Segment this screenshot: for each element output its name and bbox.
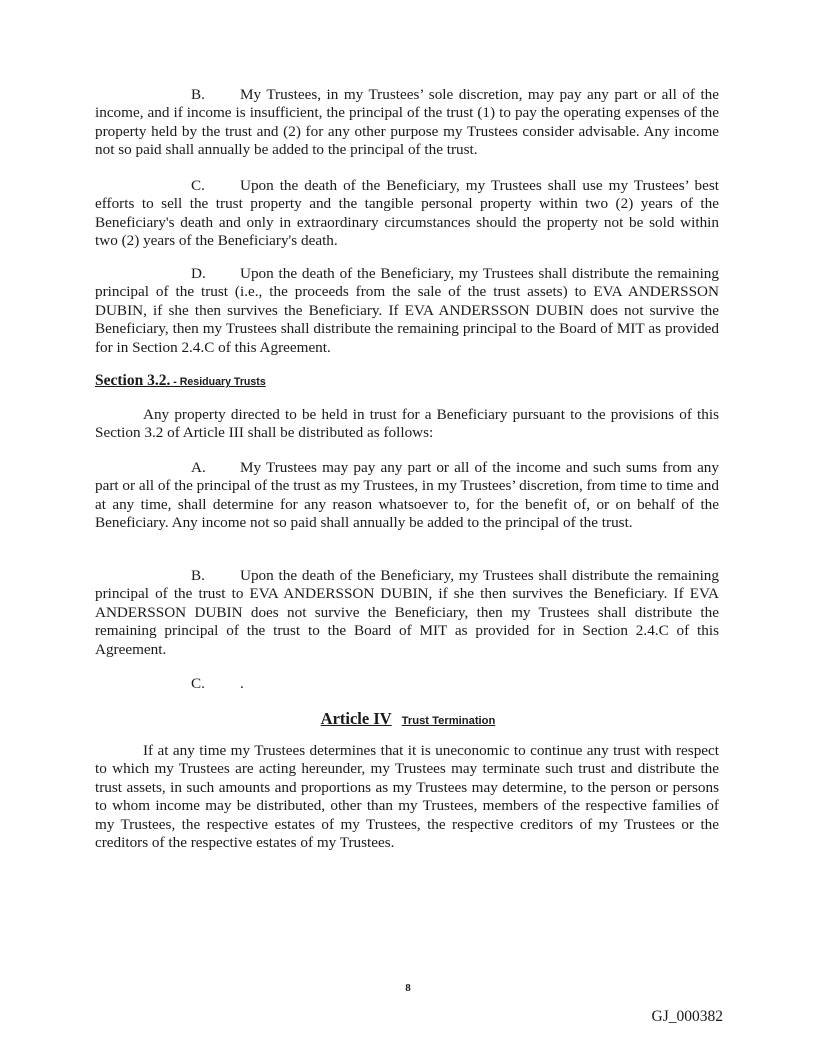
paragraph-text: Upon the death of the Beneficiary, my Trustees shall use my Trustees’ best efforts to sell the trust property and the tangible personal property within two (2) years of the Beneficiary's death and only in extraordinary circumstances should the property not be sold within two (2) years of the Beneficiary's death. [95,177,719,250]
section-number: Section 3.2. [95,372,171,389]
paragraph-text: My Trustees, in my Trustees’ sole discretion, may pay any part or all of the income, and if income is insufficient, the principal of the trust (1) to pay the operating expenses of the property held by the trust and (2) for any other purpose my Trustees consider advisable. Any income not so paid shall annually be added to the principal of the trust. [95,86,719,159]
bates-number: GJ_000382 [651,1008,723,1025]
section-heading [95,372,266,390]
paragraph-text: . [240,675,244,692]
paragraph-3-1-c [95,177,719,251]
article-paragraph: If at any time my Trustees determines that it is uneconomic to continue any trust with respect to which my Trustees are acting hereunder, my Trustees may terminate such trust and distribute the trust assets, in such amounts and proportions as my Trustees may determine, to the person or persons to whom income may be distributed, other than my Trustees, members of the respective families of my Trustees, the respective estates of my Trustees, the respective creditors of my Trustees or the creditors of the respective estates of my Trustees. [95,742,719,852]
article-number: Article IV [320,709,392,728]
page-number: 8 [405,982,411,994]
paragraph-3-1-d [95,265,719,357]
paragraph-marker: B. [191,86,205,103]
paragraph-text: Upon the death of the Beneficiary, my Trustees shall distribute the remaining principal of the trust (i.e., the proceeds from the sale of the trust assets) to EVA ANDERSSON DUBIN, if she then survives the Beneficiary. If EVA ANDERSSON DUBIN does not survive the Beneficiary, then my Trustees shall distribute the remaining principal to the Board of MIT as provided for in Section 2.4.C of this Agreement. [95,265,719,356]
paragraph-text: Upon the death of the Beneficiary, my Trustees shall distribute the remaining principal of the trust to EVA ANDERSSON DUBIN, if she then survives the Beneficiary. If EVA ANDERSSON DUBIN does not survive the Beneficiary, then my Trustees shall distribute the remaining principal of the trust to the Board of MIT as provided for in Section 2.4.C of this Agreement. [95,567,719,658]
paragraph-marker: D. [191,265,206,282]
section-intro-paragraph: Any property directed to be held in trust for a Beneficiary pursuant to the provisions of this Section 3.2 of Article III shall be distributed as follows: [95,406,719,442]
paragraph-marker: C. [191,675,205,692]
paragraph-3-2-a [95,459,719,533]
paragraph-marker: B. [191,567,205,584]
paragraph-text: My Trustees may pay any part or all of the income and such sums from any part or all of the principal of the trust as my Trustees, in my Trustees’ discretion, from time to time and at any time, shall determine for any reason whatsoever to, for the benefit of, or on behalf of the Beneficiary. Any income not so paid shall annually be added to the principal of the trust. [95,459,719,532]
paragraph-3-2-b [95,567,719,659]
section-title: - Residuary Trusts [170,376,266,388]
paragraph-marker: C. [191,177,205,194]
paragraph-marker: A. [191,459,206,476]
paragraph-3-2-c [191,675,244,693]
paragraph-3-1-b [95,86,719,160]
article-heading [0,709,816,729]
article-title: Trust Termination [401,715,496,727]
